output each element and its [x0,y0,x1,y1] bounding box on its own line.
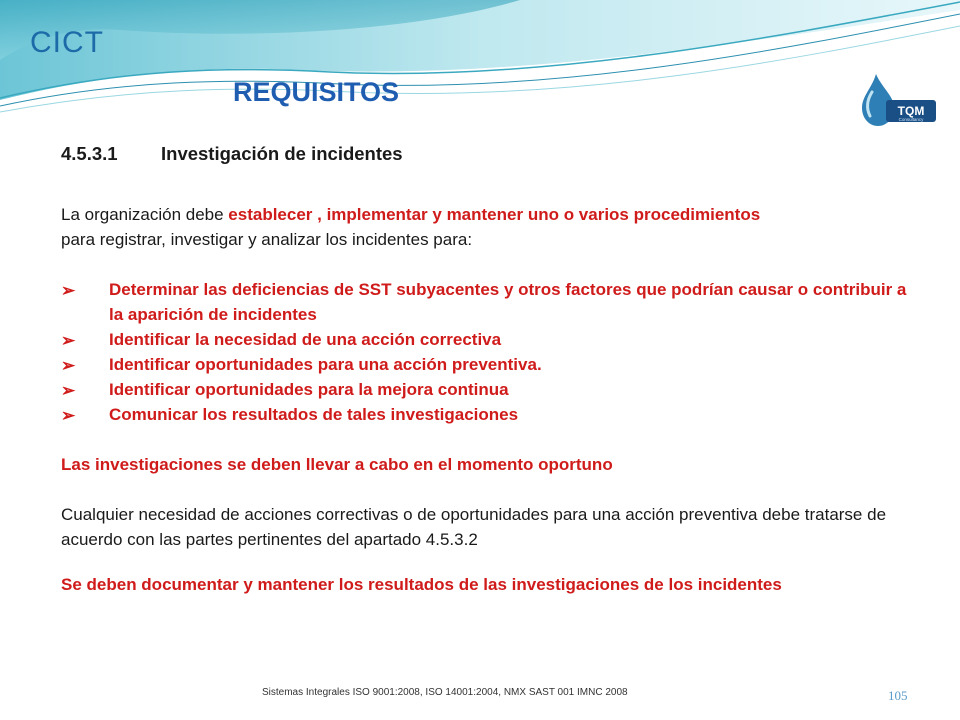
logo-subtext: Consultancy [898,117,924,122]
arrow-bullet-icon: ➢ [61,381,76,400]
tqm-logo [852,70,940,132]
corrective-actions-paragraph: Cualquier necesidad de acciones correctivas o de oportunidades para una acción preventiva debe tratarse de acuerdo con las partes pertinentes del apartado 4.5.3.2 [61,505,887,549]
brand-label: CICT [30,26,104,59]
list-item: ➢ Determinar las deficiencias de SST subyacentes y otros factores que podrían causar o contribuir a la aparición de incidentes [61,280,907,324]
intro-text-highlight: establecer , implementar y mantener uno o varios procedimientos [228,205,761,224]
arrow-bullet-icon: ➢ [61,356,76,375]
bullet-list [61,277,921,427]
section-title: Investigación de incidentes [161,143,403,164]
footer-text: Sistemas Integrales ISO 9001:2008, ISO 14001:2004, NMX SAST 001 IMNC 2008 [262,687,628,698]
page-title: REQUISITOS [233,77,400,107]
logo-text: TQM [897,104,925,118]
arrow-bullet-icon: ➢ [61,406,76,425]
list-item: ➢ Identificar oportunidades para la mejora continua [61,377,921,402]
documentation-statement: Se deben documentar y mantener los resultados de las investigaciones de los incidentes [61,575,782,594]
header-wave-background [0,0,960,120]
content-body [61,202,921,597]
arrow-bullet-icon: ➢ [61,331,76,350]
timeliness-statement: Las investigaciones se deben llevar a cabo en el momento oportuno [61,455,613,474]
intro-paragraph [61,202,921,252]
intro-text-a: La organización debe [61,205,229,224]
list-item: ➢ Identificar oportunidades para una acción preventiva. [61,352,921,377]
list-item: ➢ Comunicar los resultados de tales investigaciones [61,402,921,427]
intro-text-b: para registrar, investigar y analizar los incidentes para: [61,230,473,249]
section-heading [61,143,403,165]
list-item: ➢ Identificar la necesidad de una acción correctiva [61,327,921,352]
page-number: 105 [888,688,908,703]
section-number: 4.5.3.1 [61,143,118,164]
arrow-bullet-icon: ➢ [61,281,76,300]
